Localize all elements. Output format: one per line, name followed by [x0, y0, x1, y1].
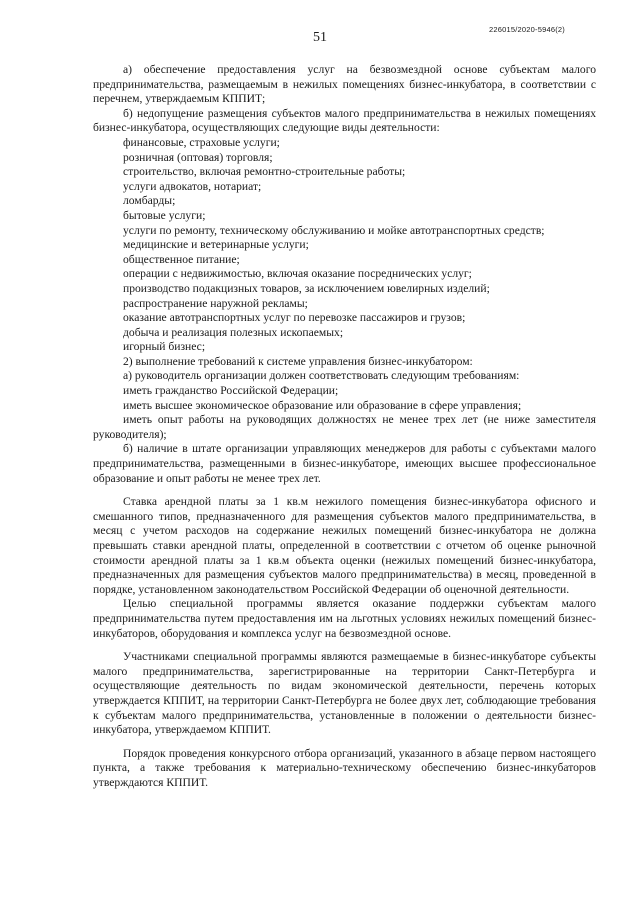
list-item: строительство, включая ремонтно-строительные работы;	[123, 165, 406, 179]
paragraph: 2) выполнение требований к системе управления бизнес-инкубатором:	[123, 354, 473, 368]
paragraph: б) недопущение размещения субъектов малого предпринимательства в нежилых помещениях бизнес-инкубатора, осуществляющих следующие виды деятельности:	[93, 106, 596, 135]
paragraph: б) наличие в штате организации управляющих менеджеров для работы с субъектами малого предпринимательства, размещенными в бизнес-инкубаторе, имеющих высшее профессиональное образование и опыт работы не менее трех лет.	[93, 442, 596, 485]
list-item: иметь высшее экономическое образование или образование в сфере управления;	[123, 398, 522, 412]
document-body	[93, 63, 596, 791]
list-item: оказание автотранспортных услуг по перевозке пассажиров и грузов;	[123, 311, 466, 325]
list-item: операции с недвижимостью, включая оказание посреднических услуг;	[123, 267, 472, 281]
list-item: общественное питание;	[123, 252, 240, 266]
list-item: медицинские и ветеринарные услуги;	[123, 238, 309, 252]
list-item: финансовые, страховые услуги;	[123, 135, 280, 149]
list-item: услуги адвокатов, нотариат;	[123, 179, 262, 193]
paragraph: а) обеспечение предоставления услуг на безвозмездной основе субъектам малого предпринимательства, размещаемым в нежилых помещениях бизнес-инкубатора, в соответствии с перечнем, утверждаемым КППИТ;	[93, 63, 596, 106]
paragraph: Ставка арендной платы за 1 кв.м нежилого помещения бизнес-инкубатора офисного и смешанного типов, предназначенного для размещения субъектов малого предпринимательства, в месяц с учетом расходов на содержание нежилых помещений бизнес-инкубатора не должна превышать ставки арендной платы, определенной в соответствии с отчетом об оценке рыночной стоимости арендной платы за 1 кв.м объекта оценки (нежилых помещений бизнес-инкубатора, предназначенных для размещения субъектов малого предпринимательства) в месяц, проведенной в порядке, установленном законодательством Российской Федерации об оценочной деятельности.	[93, 495, 596, 596]
list-item: добыча и реализация полезных ископаемых;	[123, 325, 344, 339]
list-item: бытовые услуги;	[123, 208, 206, 222]
list-item: игорный бизнес;	[123, 340, 206, 354]
list-item: иметь опыт работы на руководящих должностях не менее трех лет (не ниже заместителя руководителя);	[93, 413, 596, 441]
page-number: 51	[313, 30, 327, 45]
list-item: услуги по ремонту, техническому обслуживанию и мойке автотранспортных средств;	[123, 223, 545, 237]
list-item: ломбарды;	[123, 194, 176, 208]
list-item: производство подакцизных товаров, за исключением ювелирных изделий;	[123, 281, 490, 295]
paragraph: Целью специальной программы является оказание поддержки субъектам малого предпринимательства путем предоставления им на льготных условиях нежилых помещений бизнес-инкубаторов, оборудования и комплекса услуг на безвозмездной основе.	[93, 597, 596, 640]
list-item: распространение наружной рекламы;	[123, 296, 308, 310]
paragraph: Участниками специальной программы являются размещаемые в бизнес-инкубаторе субъекты малого предпринимательства, зарегистрированные на территории Санкт-Петербурга и осуществляющие деятельность по видам экономической деятельности, перечень которых утверждается КППИТ, на территории Санкт-Петербурга не более двух лет, соблюдающие требования к субъектам малого предпринимательства, установленные в положении о деятельности бизнес-инкубатора, утверждаемом КППИТ.	[93, 650, 596, 737]
list-item: розничная (оптовая) торговля;	[123, 150, 273, 164]
list-item: иметь гражданство Российской Федерации;	[123, 384, 339, 398]
paragraph: а) руководитель организации должен соответствовать следующим требованиям:	[123, 369, 520, 383]
paragraph: Порядок проведения конкурсного отбора организаций, указанного в абзаце первом настоящего пункта, а также требования к материально-техническому обеспечению бизнес-инкубаторов утверждаются КППИТ.	[93, 746, 596, 789]
document-number: 226015/2020-5946(2)	[489, 25, 565, 34]
